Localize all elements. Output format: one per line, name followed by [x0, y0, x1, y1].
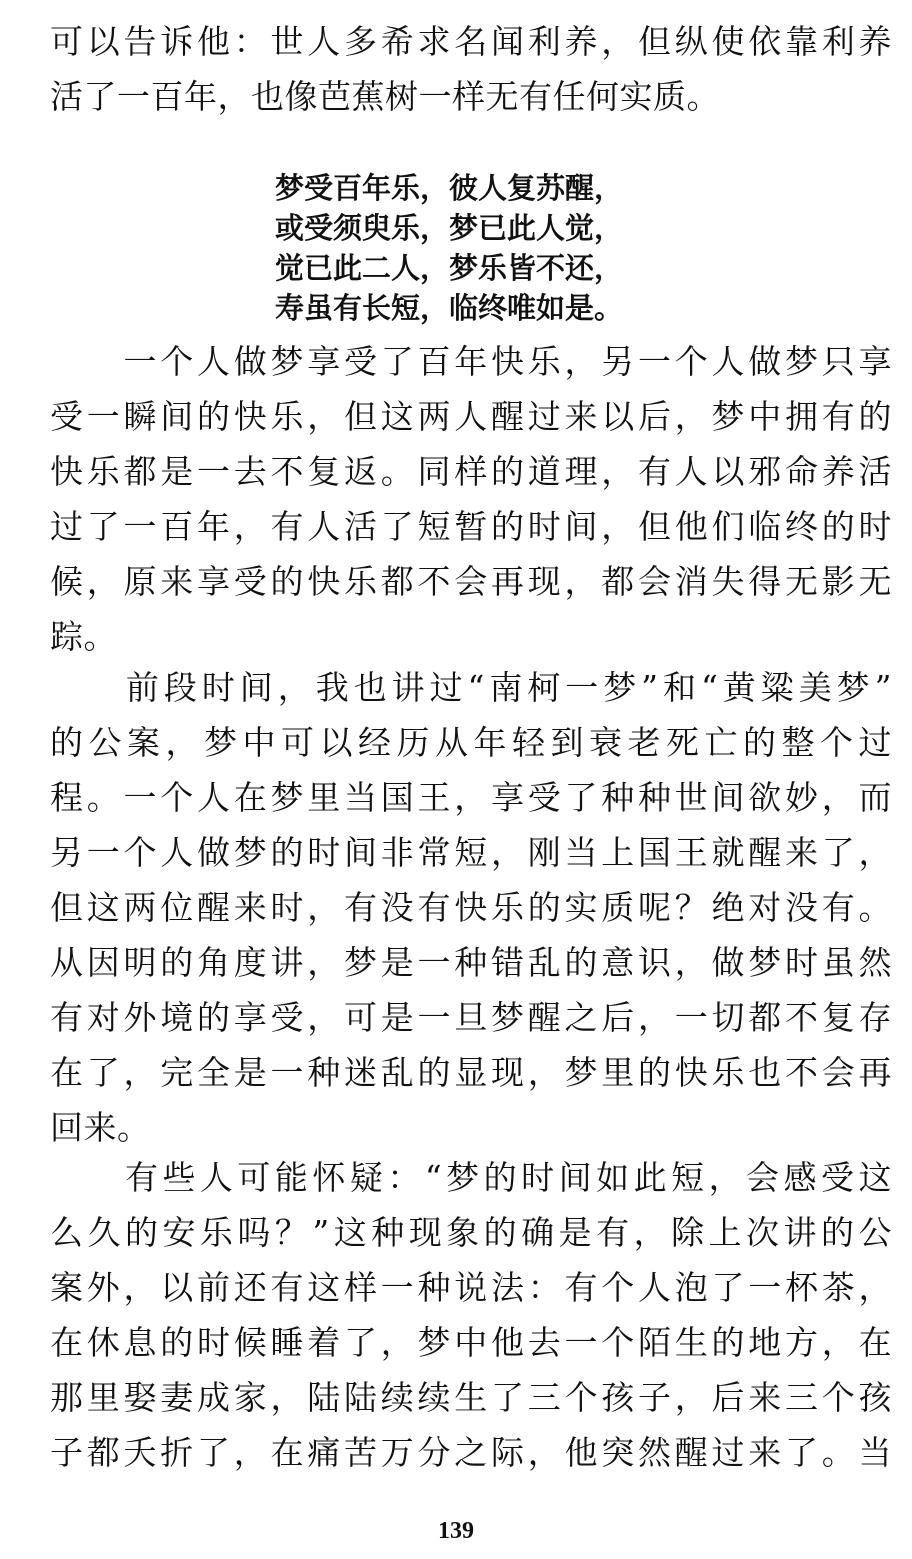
- text-line: 快乐都是一去不复返。同样的道理，有人以邪命养活: [50, 452, 892, 491]
- text-line: 从因明的角度讲，梦是一种错乱的意识，做梦时虽然: [50, 943, 892, 982]
- text-line: 可以告诉他：世人多希求名闻利养，但纵使依靠利养: [50, 22, 892, 61]
- text-line: 受一瞬间的快乐，但这两人醒过来以后，梦中拥有的: [50, 397, 892, 436]
- text-line: 但这两位醒来时，有没有快乐的实质呢？绝对没有。: [50, 888, 892, 927]
- verse-line: 寿虽有长短，临终唯如是。: [275, 291, 624, 325]
- page-number: 139: [438, 1518, 474, 1544]
- text-line: 活了一百年，也像芭蕉树一样无有任何实质。: [50, 77, 720, 116]
- text-line: 在休息的时候睡着了，梦中他去一个陌生的地方，在: [50, 1323, 892, 1362]
- text-line: 有对外境的享受，可是一旦梦醒之后，一切都不复存: [50, 998, 892, 1037]
- text-line: 一个人做梦享受了百年快乐，另一个人做梦只享: [50, 342, 892, 381]
- text-line: 的公案，梦中可以经历从年轻到衰老死亡的整个过: [50, 723, 892, 762]
- verse-block: [275, 168, 623, 328]
- text-line: 程。一个人在梦里当国王，享受了种种世间欲妙，而: [50, 778, 892, 817]
- text-line: 么久的安乐吗？”这种现象的确是有，除上次讲的公: [50, 1213, 892, 1252]
- text-line: 前段时间，我也讲过“南柯一梦”和“黄粱美梦”: [50, 668, 892, 707]
- text-line: 过了一百年，有人活了短暂的时间，但他们临终的时: [50, 507, 892, 546]
- text-line: 有些人可能怀疑：“梦的时间如此短，会感受这: [50, 1158, 892, 1197]
- text-line: 候，原来享受的快乐都不会再现，都会消失得无影无: [50, 562, 892, 601]
- verse-line: 觉已此二人，梦乐皆不还，: [275, 251, 624, 285]
- text-line: 子都夭折了，在痛苦万分之际，他突然醒过来了。当: [50, 1433, 892, 1472]
- paragraph-3: [50, 1150, 892, 1480]
- verse-line: 或受须臾乐，梦已此人觉，: [275, 211, 624, 245]
- paragraph-1: [50, 334, 892, 664]
- paragraph-2: [50, 660, 892, 1155]
- text-line: 踪。: [50, 617, 117, 656]
- intro-paragraph: [50, 14, 892, 124]
- text-line: 那里娶妻成家，陆陆续续生了三个孩子，后来三个孩: [50, 1378, 892, 1417]
- text-line: 另一个人做梦的时间非常短，刚当上国王就醒来了，: [50, 833, 892, 872]
- text-line: 案外，以前还有这样一种说法：有个人泡了一杯茶，: [50, 1268, 892, 1307]
- text-line: 在了，完全是一种迷乱的显现，梦里的快乐也不会再: [50, 1053, 892, 1092]
- text-line: 回来。: [50, 1108, 151, 1147]
- verse-line: 梦受百年乐，彼人复苏醒，: [275, 171, 624, 205]
